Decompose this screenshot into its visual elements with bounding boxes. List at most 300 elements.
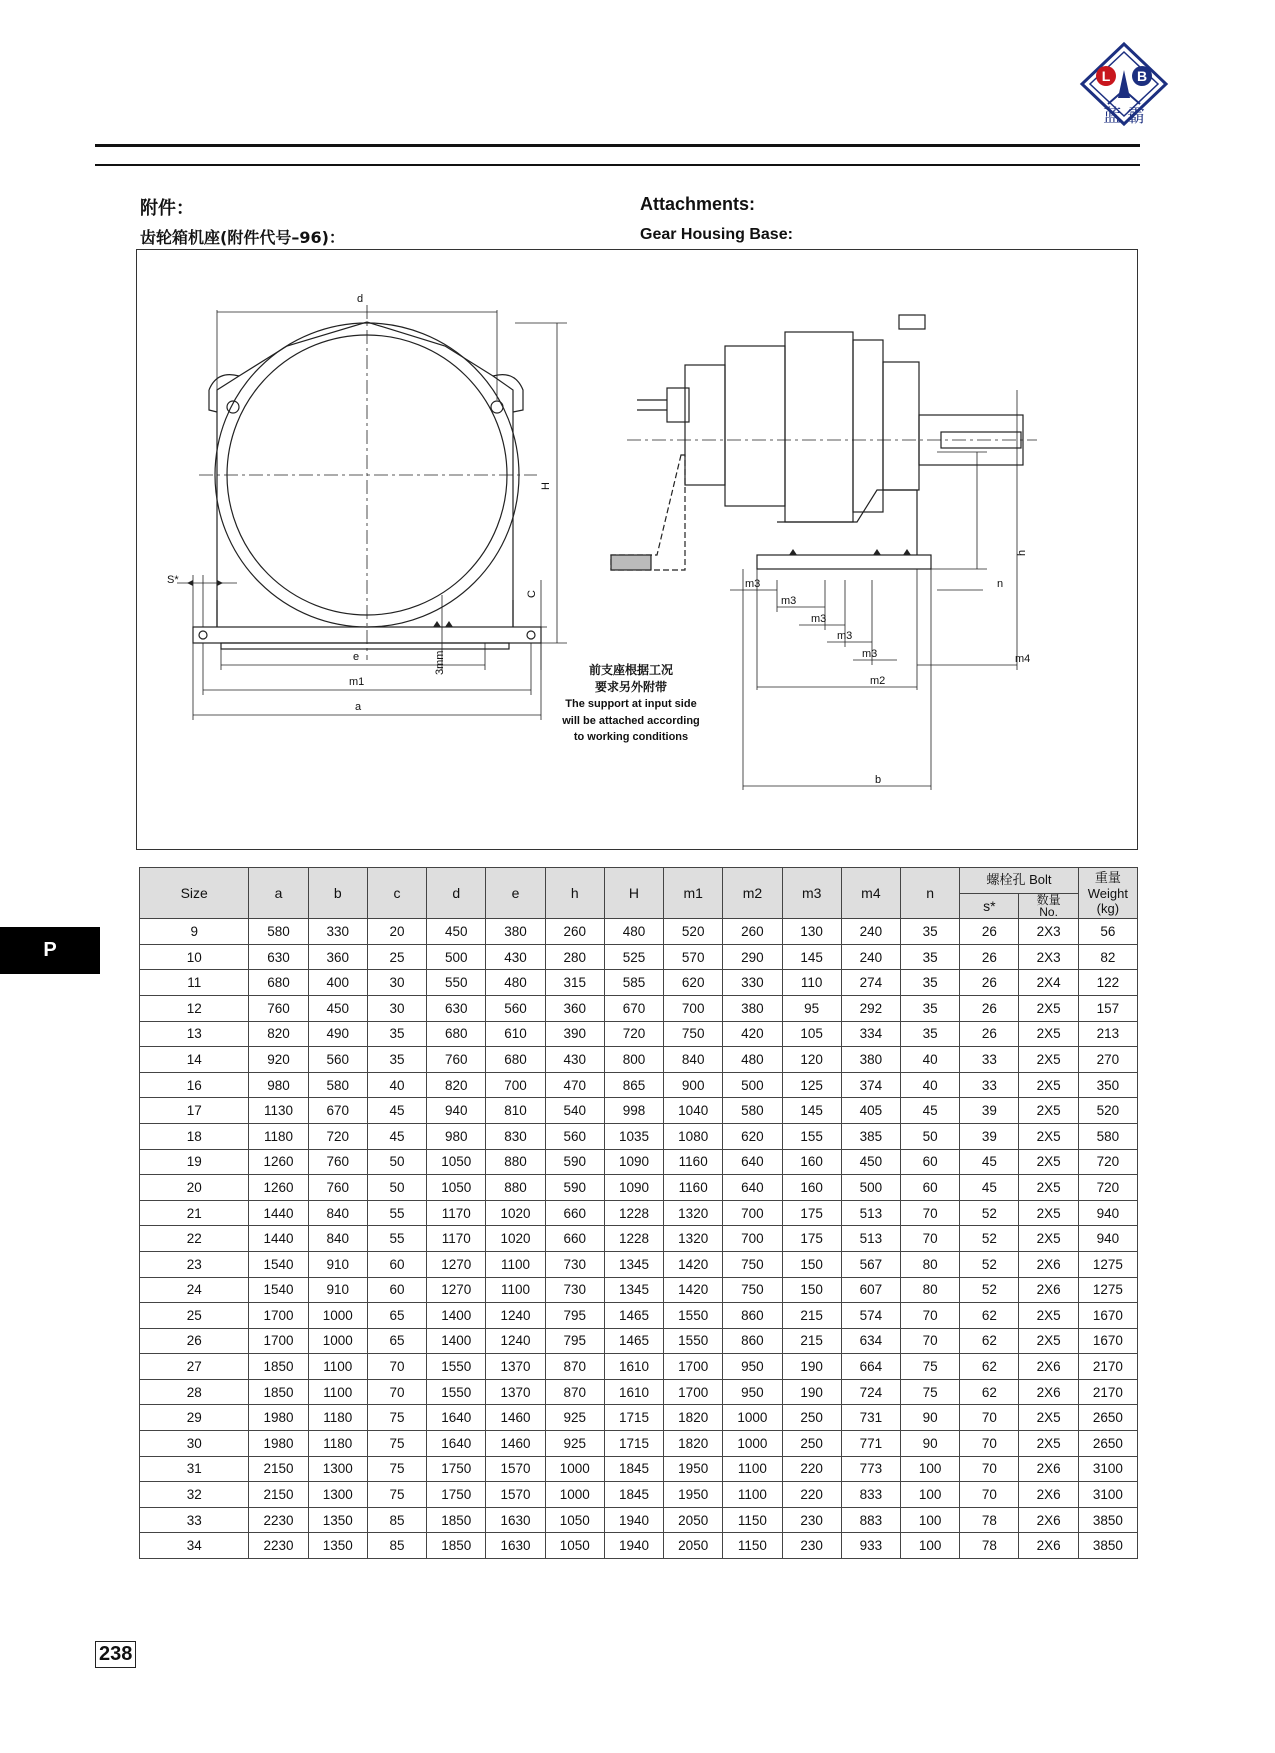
table-cell: 933	[841, 1533, 900, 1559]
table-cell: 62	[960, 1303, 1019, 1329]
col-m3: m3	[782, 868, 841, 919]
stage-one-housing	[725, 346, 785, 506]
table-cell: 145	[782, 1098, 841, 1124]
table-cell: 40	[367, 1072, 426, 1098]
table-cell: 2170	[1078, 1354, 1137, 1380]
table-cell: 62	[960, 1328, 1019, 1354]
table-row	[140, 1149, 1138, 1175]
table-cell: 70	[960, 1456, 1019, 1482]
table-cell: 3100	[1078, 1482, 1137, 1508]
bolt-en: Bolt	[1029, 871, 1052, 887]
table-cell: 2X4	[1019, 970, 1078, 996]
table-cell: 380	[486, 919, 545, 945]
table-cell: 70	[901, 1226, 960, 1252]
table-cell: 52	[960, 1251, 1019, 1277]
table-cell: 65	[367, 1303, 426, 1329]
table-cell: 1570	[486, 1456, 545, 1482]
dim-m3-label-4: m3	[837, 630, 853, 642]
logo-letter-b: B	[1136, 68, 1148, 84]
table-cell: 70	[960, 1405, 1019, 1431]
table-cell: 1160	[664, 1175, 723, 1201]
table-cell: 360	[545, 995, 604, 1021]
table-cell: 950	[723, 1354, 782, 1380]
table-cell: 513	[841, 1200, 900, 1226]
table-cell: 1275	[1078, 1251, 1137, 1277]
table-cell: 634	[841, 1328, 900, 1354]
dim-m4-label: m4	[1015, 653, 1031, 665]
table-cell: 1850	[427, 1507, 486, 1533]
table-cell: 1150	[723, 1533, 782, 1559]
table-cell: 120	[782, 1047, 841, 1073]
table-cell: 70	[901, 1328, 960, 1354]
input-housing	[685, 365, 725, 485]
col-d: d	[427, 868, 486, 919]
table-row	[140, 1431, 1138, 1457]
note-en-line1: The support at input side	[565, 698, 697, 710]
col-m4: m4	[841, 868, 900, 919]
table-cell: 274	[841, 970, 900, 996]
table-cell: 75	[367, 1431, 426, 1457]
table-row	[140, 1328, 1138, 1354]
table-cell: 45	[960, 1175, 1019, 1201]
table-cell: 1610	[604, 1379, 663, 1405]
table-cell: 150	[782, 1251, 841, 1277]
table-cell: 2650	[1078, 1431, 1137, 1457]
table-cell: 270	[1078, 1047, 1137, 1073]
table-cell: 724	[841, 1379, 900, 1405]
table-cell: 2170	[1078, 1379, 1137, 1405]
table-cell: 670	[604, 995, 663, 1021]
table-cell-size: 16	[140, 1072, 249, 1098]
table-cell: 35	[901, 1021, 960, 1047]
table-cell: 56	[1078, 919, 1137, 945]
table-cell: 590	[545, 1175, 604, 1201]
table-cell: 550	[427, 970, 486, 996]
table-cell: 3100	[1078, 1456, 1137, 1482]
table-cell: 1465	[604, 1328, 663, 1354]
table-row	[140, 944, 1138, 970]
table-cell: 39	[960, 1123, 1019, 1149]
table-cell-size: 22	[140, 1226, 249, 1252]
table-cell: 50	[901, 1123, 960, 1149]
table-cell: 450	[841, 1149, 900, 1175]
housing-outline	[217, 322, 513, 627]
table-cell: 1465	[604, 1303, 663, 1329]
table-cell: 2X6	[1019, 1354, 1078, 1380]
table-cell: 660	[545, 1200, 604, 1226]
table-cell: 1000	[308, 1328, 367, 1354]
table-cell: 2X5	[1019, 1047, 1078, 1073]
table-cell: 75	[367, 1482, 426, 1508]
table-cell: 45	[960, 1149, 1019, 1175]
table-row	[140, 1098, 1138, 1124]
table-cell: 90	[901, 1405, 960, 1431]
table-cell: 700	[723, 1226, 782, 1252]
table-cell-size: 29	[140, 1405, 249, 1431]
table-cell: 1345	[604, 1277, 663, 1303]
table-cell: 760	[427, 1047, 486, 1073]
table-cell: 1180	[308, 1431, 367, 1457]
table-cell-size: 19	[140, 1149, 249, 1175]
table-cell: 230	[782, 1533, 841, 1559]
col-a: a	[249, 868, 308, 919]
table-cell: 840	[664, 1047, 723, 1073]
table-cell: 1420	[664, 1277, 723, 1303]
table-cell: 640	[723, 1175, 782, 1201]
col-bolt-group	[960, 868, 1078, 894]
table-cell: 1640	[427, 1431, 486, 1457]
table-cell: 1160	[664, 1149, 723, 1175]
table-row	[140, 995, 1138, 1021]
table-cell: 1440	[249, 1200, 308, 1226]
table-cell: 30	[367, 995, 426, 1021]
table-cell: 1090	[604, 1149, 663, 1175]
table-cell: 720	[308, 1123, 367, 1149]
table-cell: 1570	[486, 1482, 545, 1508]
table-cell: 760	[308, 1175, 367, 1201]
table-cell: 33	[960, 1047, 1019, 1073]
table-cell: 2X5	[1019, 1328, 1078, 1354]
table-cell: 840	[308, 1226, 367, 1252]
table-cell-size: 11	[140, 970, 249, 996]
table-cell: 700	[664, 995, 723, 1021]
output-flange	[883, 362, 919, 490]
table-cell: 315	[545, 970, 604, 996]
table-cell: 1950	[664, 1482, 723, 1508]
table-cell: 925	[545, 1431, 604, 1457]
table-cell: 1700	[664, 1379, 723, 1405]
dim-a-label: a	[355, 701, 362, 713]
table-cell: 1090	[604, 1175, 663, 1201]
table-cell: 520	[664, 919, 723, 945]
table-cell: 35	[901, 919, 960, 945]
table-cell: 1540	[249, 1277, 308, 1303]
col-c: c	[367, 868, 426, 919]
table-cell: 250	[782, 1431, 841, 1457]
table-cell: 2230	[249, 1533, 308, 1559]
table-cell: 100	[901, 1456, 960, 1482]
table-cell: 980	[249, 1072, 308, 1098]
flange-hole-right	[491, 401, 503, 413]
dim-m3-label-3: m3	[811, 613, 827, 625]
table-cell: 70	[960, 1482, 1019, 1508]
table-cell: 2X6	[1019, 1277, 1078, 1303]
table-cell: 480	[604, 919, 663, 945]
table-cell: 590	[545, 1149, 604, 1175]
table-cell: 450	[427, 919, 486, 945]
table-cell: 420	[723, 1021, 782, 1047]
col-m2: m2	[723, 868, 782, 919]
table-cell: 1640	[427, 1405, 486, 1431]
heading-cn-main: 附件：	[140, 198, 194, 219]
table-cell: 215	[782, 1328, 841, 1354]
table-cell: 75	[901, 1354, 960, 1380]
table-cell: 1715	[604, 1405, 663, 1431]
table-cell: 2X3	[1019, 944, 1078, 970]
table-cell: 125	[782, 1072, 841, 1098]
table-cell: 145	[782, 944, 841, 970]
table-cell: 360	[308, 944, 367, 970]
table-cell: 85	[367, 1533, 426, 1559]
dim-e-label: e	[353, 651, 360, 663]
table-cell: 700	[723, 1200, 782, 1226]
no-cn: 数量	[1036, 892, 1061, 907]
brand-logo	[1078, 40, 1170, 130]
table-cell: 567	[841, 1251, 900, 1277]
table-cell: 1460	[486, 1431, 545, 1457]
table-cell: 240	[841, 944, 900, 970]
table-cell: 45	[367, 1098, 426, 1124]
dim-c-label: C	[526, 590, 538, 598]
table-cell: 450	[308, 995, 367, 1021]
table-cell-size: 23	[140, 1251, 249, 1277]
table-cell: 40	[901, 1072, 960, 1098]
table-cell: 105	[782, 1021, 841, 1047]
table-cell: 760	[249, 995, 308, 1021]
table-cell: 330	[308, 919, 367, 945]
table-cell: 670	[308, 1098, 367, 1124]
table-cell: 470	[545, 1072, 604, 1098]
note-en-line2: will be attached according	[562, 715, 700, 727]
table-cell: 26	[960, 995, 1019, 1021]
col-s: s*	[960, 893, 1019, 919]
table-cell: 1980	[249, 1431, 308, 1457]
table-cell: 60	[901, 1149, 960, 1175]
table-cell: 720	[604, 1021, 663, 1047]
table-cell: 175	[782, 1200, 841, 1226]
table-cell: 40	[901, 1047, 960, 1073]
table-cell: 65	[367, 1328, 426, 1354]
table-cell: 720	[1078, 1149, 1137, 1175]
table-cell: 771	[841, 1431, 900, 1457]
table-cell: 1700	[664, 1354, 723, 1380]
table-cell: 1630	[486, 1533, 545, 1559]
table-cell: 1610	[604, 1354, 663, 1380]
table-cell: 35	[901, 970, 960, 996]
table-cell: 55	[367, 1226, 426, 1252]
table-cell: 2050	[664, 1507, 723, 1533]
table-cell: 52	[960, 1226, 1019, 1252]
table-cell: 998	[604, 1098, 663, 1124]
table-cell: 160	[782, 1149, 841, 1175]
table-cell: 1130	[249, 1098, 308, 1124]
header-rule-top	[95, 144, 1140, 147]
table-cell: 1850	[249, 1354, 308, 1380]
dim-m2-label: m2	[870, 675, 886, 687]
table-cell: 1180	[249, 1123, 308, 1149]
table-cell: 795	[545, 1328, 604, 1354]
table-row	[140, 1123, 1138, 1149]
table-cell: 580	[308, 1072, 367, 1098]
table-cell: 580	[723, 1098, 782, 1124]
table-cell: 860	[723, 1303, 782, 1329]
table-cell-size: 10	[140, 944, 249, 970]
table-cell: 1550	[664, 1328, 723, 1354]
table-cell: 810	[486, 1098, 545, 1124]
table-cell: 20	[367, 919, 426, 945]
table-row	[140, 1507, 1138, 1533]
table-cell: 513	[841, 1226, 900, 1252]
table-cell: 570	[664, 944, 723, 970]
table-cell: 292	[841, 995, 900, 1021]
table-cell: 100	[901, 1533, 960, 1559]
table-cell-size: 34	[140, 1533, 249, 1559]
table-cell: 150	[782, 1277, 841, 1303]
table-row	[140, 1200, 1138, 1226]
col-bolt-no	[1019, 893, 1078, 919]
table-cell: 70	[901, 1200, 960, 1226]
table-cell: 260	[723, 919, 782, 945]
table-row	[140, 1175, 1138, 1201]
table-cell: 1270	[427, 1251, 486, 1277]
table-cell: 2X5	[1019, 1303, 1078, 1329]
table-cell: 155	[782, 1123, 841, 1149]
col-b: b	[308, 868, 367, 919]
table-cell: 1940	[604, 1533, 663, 1559]
table-cell: 630	[427, 995, 486, 1021]
table-cell: 840	[308, 1200, 367, 1226]
table-cell: 480	[486, 970, 545, 996]
table-cell: 833	[841, 1482, 900, 1508]
table-cell: 1050	[427, 1175, 486, 1201]
table-row	[140, 1379, 1138, 1405]
heading-en-sub: Gear Housing Base:	[640, 226, 793, 243]
table-cell: 1850	[249, 1379, 308, 1405]
table-cell: 62	[960, 1379, 1019, 1405]
table-cell: 870	[545, 1379, 604, 1405]
table-cell: 1100	[486, 1251, 545, 1277]
table-cell: 500	[841, 1175, 900, 1201]
table-cell: 664	[841, 1354, 900, 1380]
table-cell: 1270	[427, 1277, 486, 1303]
table-cell-size: 30	[140, 1431, 249, 1457]
table-cell: 62	[960, 1354, 1019, 1380]
table-cell: 500	[427, 944, 486, 970]
table-cell: 157	[1078, 995, 1137, 1021]
table-cell-size: 21	[140, 1200, 249, 1226]
table-cell: 82	[1078, 944, 1137, 970]
table-cell: 925	[545, 1405, 604, 1431]
table-cell: 1715	[604, 1431, 663, 1457]
table-cell: 50	[367, 1175, 426, 1201]
side-base-plate	[757, 555, 931, 569]
page-number: 238	[95, 1641, 136, 1668]
table-cell: 380	[841, 1047, 900, 1073]
table-cell: 2X6	[1019, 1251, 1078, 1277]
table-cell: 52	[960, 1200, 1019, 1226]
table-cell-size: 31	[140, 1456, 249, 1482]
table-cell: 2X6	[1019, 1379, 1078, 1405]
table-cell: 1050	[545, 1507, 604, 1533]
table-cell: 1170	[427, 1200, 486, 1226]
table-cell: 220	[782, 1456, 841, 1482]
table-cell: 55	[367, 1200, 426, 1226]
table-cell: 215	[782, 1303, 841, 1329]
table-cell: 250	[782, 1405, 841, 1431]
table-cell: 1260	[249, 1149, 308, 1175]
table-cell-size: 32	[140, 1482, 249, 1508]
table-cell: 680	[486, 1047, 545, 1073]
table-cell: 45	[367, 1123, 426, 1149]
table-cell: 2X5	[1019, 1149, 1078, 1175]
header-rule-bottom	[95, 164, 1140, 166]
heading-cn-sub: 齿轮箱机座(附件代号–96)：	[140, 228, 345, 247]
table-cell: 730	[545, 1277, 604, 1303]
table-cell: 1080	[664, 1123, 723, 1149]
table-cell: 100	[901, 1507, 960, 1533]
table-cell: 330	[723, 970, 782, 996]
table-cell: 940	[1078, 1226, 1137, 1252]
table-cell: 80	[901, 1251, 960, 1277]
table-cell: 1020	[486, 1226, 545, 1252]
table-cell: 1440	[249, 1226, 308, 1252]
table-cell: 830	[486, 1123, 545, 1149]
col-H: H	[604, 868, 663, 919]
table-cell: 60	[367, 1251, 426, 1277]
logo-letter-l: L	[1101, 68, 1111, 84]
table-cell: 350	[1078, 1072, 1137, 1098]
table-cell: 1940	[604, 1507, 663, 1533]
table-cell: 2050	[664, 1533, 723, 1559]
dim-n-label: n	[997, 578, 1004, 590]
table-cell: 35	[901, 944, 960, 970]
table-cell: 2X5	[1019, 1098, 1078, 1124]
table-cell: 580	[1078, 1123, 1137, 1149]
dim-s-label: S*	[167, 574, 179, 586]
table-cell: 2X6	[1019, 1456, 1078, 1482]
table-cell: 1850	[427, 1533, 486, 1559]
table-cell: 75	[367, 1456, 426, 1482]
table-cell: 730	[545, 1251, 604, 1277]
table-cell: 35	[367, 1047, 426, 1073]
table-cell-size: 27	[140, 1354, 249, 1380]
table-row	[140, 1303, 1138, 1329]
heading-en-main: Attachments:	[640, 194, 756, 214]
table-cell: 2230	[249, 1507, 308, 1533]
table-cell: 213	[1078, 1021, 1137, 1047]
dim-H-label: H	[540, 482, 552, 490]
table-cell: 1350	[308, 1533, 367, 1559]
table-cell: 1420	[664, 1251, 723, 1277]
table-cell: 1228	[604, 1226, 663, 1252]
table-cell: 731	[841, 1405, 900, 1431]
table-cell: 160	[782, 1175, 841, 1201]
dimension-table	[139, 867, 1138, 1559]
dim-m1-label: m1	[349, 676, 365, 688]
table-cell: 430	[545, 1047, 604, 1073]
table-cell: 78	[960, 1533, 1019, 1559]
table-cell: 1000	[723, 1405, 782, 1431]
table-cell: 1630	[486, 1507, 545, 1533]
table-cell: 374	[841, 1072, 900, 1098]
table-cell: 2150	[249, 1482, 308, 1508]
note-cn-line1: 前支座根据工况	[588, 663, 674, 677]
table-cell: 1845	[604, 1456, 663, 1482]
table-cell: 60	[367, 1277, 426, 1303]
table-cell: 110	[782, 970, 841, 996]
table-cell: 75	[901, 1379, 960, 1405]
table-cell: 2150	[249, 1456, 308, 1482]
table-cell: 2X5	[1019, 1405, 1078, 1431]
table-cell: 2X6	[1019, 1482, 1078, 1508]
side-base-web	[777, 490, 917, 555]
table-cell: 1845	[604, 1482, 663, 1508]
table-cell: 60	[901, 1175, 960, 1201]
table-cell: 1035	[604, 1123, 663, 1149]
table-cell: 70	[367, 1354, 426, 1380]
table-cell: 1370	[486, 1379, 545, 1405]
table-cell: 1320	[664, 1200, 723, 1226]
